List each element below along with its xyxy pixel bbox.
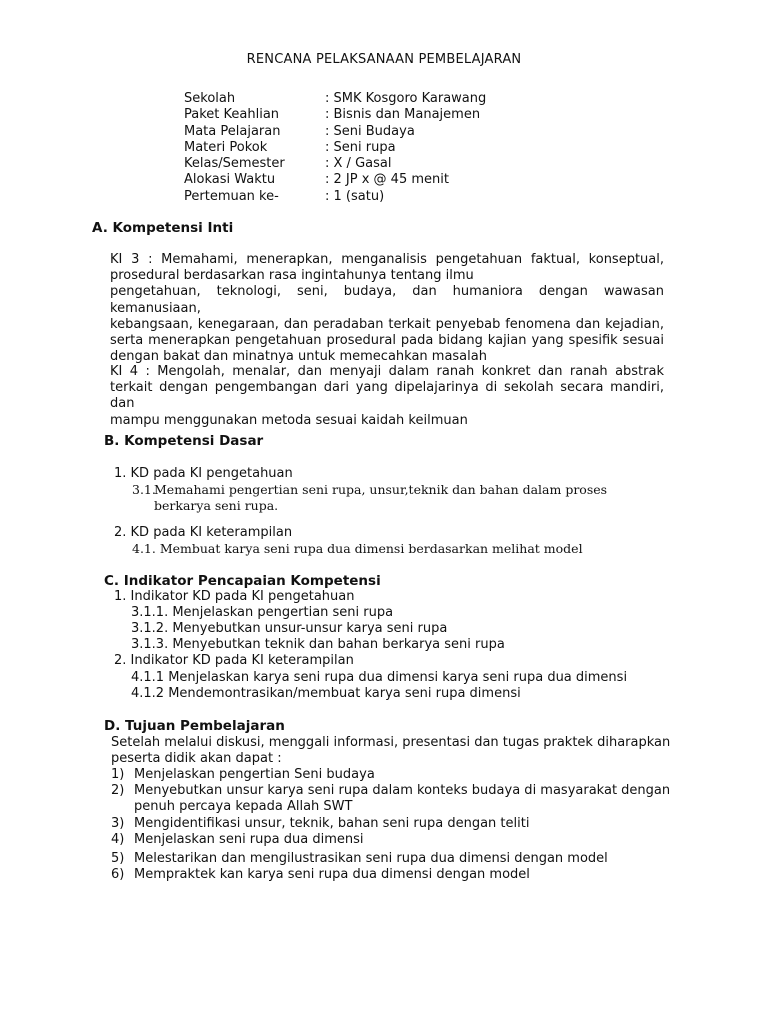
indicator-line: 4.1.2 Mendemontrasikan/membuat karya seni rupa dimensi (131, 686, 521, 701)
ki3-line: prosedural berdasarkan rasa ingintahunya tentang ilmu (110, 268, 474, 284)
indicator-line: 3.1.3. Menyebutkan teknik dan bahan berkarya seni rupa (131, 637, 505, 652)
identity-label: Alokasi Waktu (184, 172, 276, 188)
identity-label: Kelas/Semester (184, 156, 285, 172)
kd1-item-line: berkarya seni rupa. (154, 498, 279, 513)
kd1-title: 1. KD pada KI pengetahuan (114, 466, 293, 481)
identity-label: Pertemuan ke- (184, 188, 279, 204)
identity-value: : Bisnis dan Manajemen (325, 107, 481, 123)
document-title: RENCANA PELAKSANAAN PEMBELAJARAN (246, 52, 522, 67)
objective-text: Melestarikan dan mengilustrasikan seni rupa dua dimensi dengan model (134, 851, 608, 866)
kd2-item: 4.1. Membuat karya seni rupa dua dimensi berdasarkan melihat model (132, 541, 583, 556)
identity-value: : 1 (satu) (325, 188, 385, 204)
identity-row (184, 140, 486, 156)
identity-label: Paket Keahlian (184, 107, 280, 123)
section-c-heading: C. Indikator Pencapaian Kompetensi (104, 573, 381, 589)
objective-intro (111, 735, 671, 767)
identity-label: Mata Pelajaran (184, 123, 281, 139)
objective-number: 4) (111, 832, 125, 847)
identity-row (184, 107, 486, 123)
identity-label: Sekolah (184, 91, 236, 106)
identity-row (184, 91, 486, 107)
indicator-line: 1. Indikator KD pada KI pengetahuan (114, 589, 355, 604)
section-b-heading: B. Kompetensi Dasar (104, 433, 264, 449)
ki3-line: serta menerapkan pengetahuan prosedural pada bidang kajian yang spesifik sesuai (110, 333, 664, 349)
identity-value: : Seni Budaya (325, 123, 415, 139)
objective-text: Mempraktek kan karya seni rupa dua dimensi dengan model (134, 867, 530, 882)
objective-number: 5) (111, 851, 125, 866)
objective-text: Menjelaskan pengertian Seni budaya (134, 767, 375, 782)
identity-row (184, 189, 486, 205)
ki4-paragraph (110, 364, 664, 429)
identity-row (184, 124, 486, 140)
identity-table (184, 91, 486, 205)
indicator-line: 3.1.1. Menjelaskan pengertian seni rupa (131, 605, 394, 620)
indicator-line: 3.1.2. Menyebutkan unsur-unsur karya seni rupa (131, 621, 448, 636)
objective-text: Mengidentifikasi unsur, teknik, bahan seni rupa dengan teliti (134, 816, 530, 831)
ki4-line: terkait dengan pengembangan dari yang dipelajarinya di sekolah secara mandiri, dan (110, 380, 664, 412)
kd1-item-line: Memahami pengertian seni rupa, unsur,teknik dan bahan dalam proses (154, 482, 608, 497)
ki4-line: KI 4 : Mengolah, menalar, dan menyaji dalam ranah konkret dan ranah abstrak (110, 364, 664, 379)
objective-intro-line: Setelah melalui diskusi, menggali informasi, presentasi dan tugas praktek diharapkan (111, 735, 671, 750)
identity-value: : Seni rupa (325, 139, 396, 155)
identity-value: : X / Gasal (325, 156, 392, 172)
objective-number: 1) (111, 767, 125, 782)
identity-label: Materi Pokok (184, 139, 268, 155)
ki3-paragraph (110, 252, 664, 365)
ki3-line: KI 3 : Memahami, menerapkan, menganalisis pengetahuan faktual, konseptual, (110, 252, 664, 267)
ki4-line: mampu menggunakan metoda sesuai kaidah keilmuan (110, 412, 468, 428)
objective-text: penuh percaya kepada Allah SWT (134, 799, 353, 814)
objective-text: Menyebutkan unsur karya seni rupa dalam konteks budaya di masyarakat dengan (134, 783, 671, 798)
objective-intro-line: peserta didik akan dapat : (111, 751, 282, 766)
section-a-heading: A. Kompetensi Inti (92, 220, 234, 236)
identity-value: : 2 JP x @ 45 menit (325, 172, 449, 188)
identity-row (184, 156, 486, 172)
objective-number: 3) (111, 816, 125, 831)
ki3-line: kebangsaan, kenegaraan, dan peradaban terkait penyebab fenomena dan kejadian, (110, 316, 664, 332)
ki3-line: pengetahuan, teknologi, seni, budaya, dan humaniora dengan wawasan kemanusiaan, (110, 284, 664, 316)
section-d-heading: D. Tujuan Pembelajaran (104, 718, 285, 734)
indicator-line: 2. Indikator KD pada KI keterampilan (114, 653, 354, 668)
indicator-line: 4.1.1 Menjelaskan karya seni rupa dua dimensi karya seni rupa dua dimensi (131, 670, 628, 685)
kd1-item-number: 3.1. (132, 482, 156, 497)
objective-number: 6) (111, 867, 125, 882)
ki3-line: dengan bakat dan minatnya untuk memecahkan masalah (110, 349, 487, 365)
objective-text: Menjelaskan seni rupa dua dimensi (134, 832, 364, 847)
objective-number: 2) (111, 783, 125, 798)
kd2-title: 2. KD pada KI keterampilan (114, 525, 293, 540)
identity-row (184, 172, 486, 188)
identity-value: : SMK Kosgoro Karawang (325, 91, 487, 106)
